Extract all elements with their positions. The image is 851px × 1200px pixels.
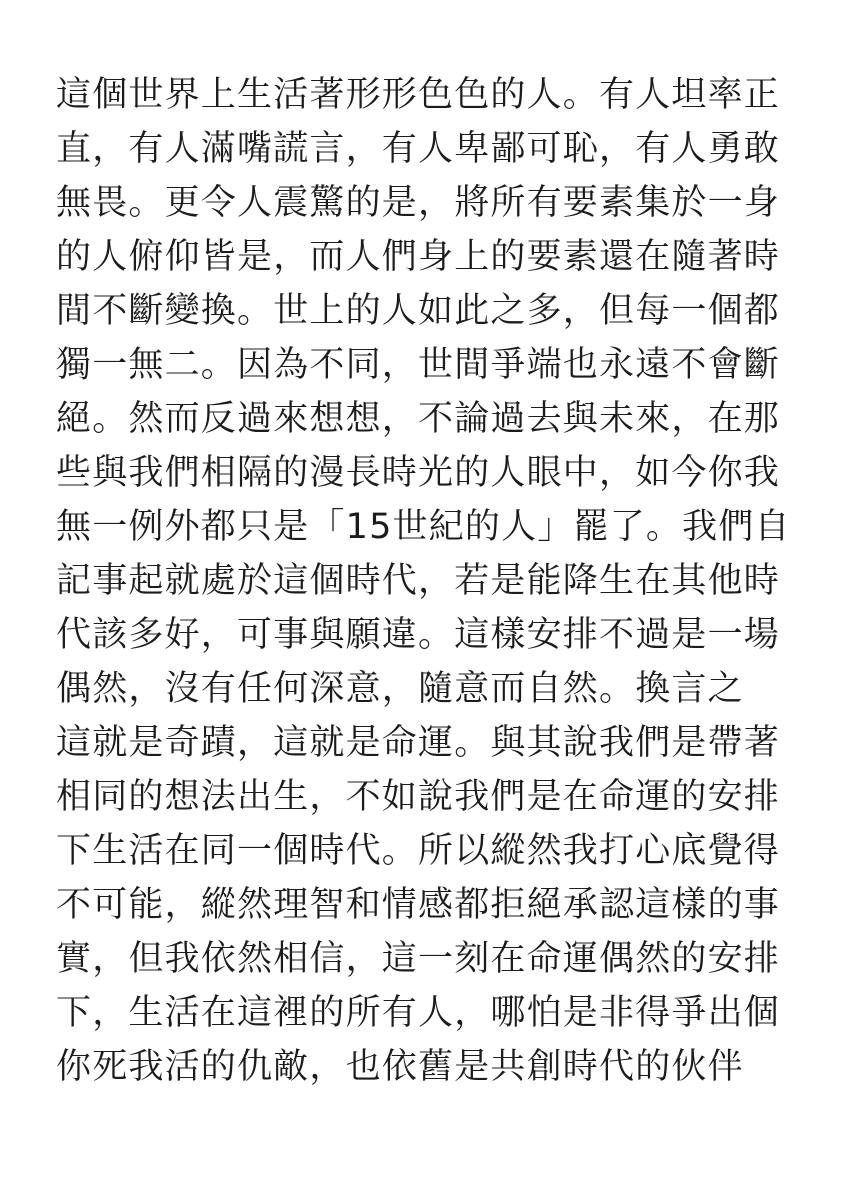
text-line: 這個世界上生活著形形色色的人。有人坦率正 bbox=[56, 75, 781, 115]
text-line: 獨一無二。因為不同，世間爭端也永遠不會斷 bbox=[56, 345, 781, 385]
text-line: 的人俯仰皆是，而人們身上的要素還在隨著時 bbox=[56, 237, 781, 277]
text-line: 無畏。更令人震驚的是，將所有要素集於一身 bbox=[56, 183, 781, 223]
text-line: 不可能，縱然理智和情感都拒絕承認這樣的事 bbox=[56, 885, 781, 925]
text-line: 無一例外都只是「15世紀的人」罷了。我們自 bbox=[56, 507, 791, 547]
text-line: 相同的想法出生，不如說我們是在命運的安排 bbox=[56, 777, 781, 817]
text-line: 偶然，沒有任何深意，隨意而自然。換言之 bbox=[56, 669, 744, 709]
text-line: 實，但我依然相信，這一刻在命運偶然的安排 bbox=[56, 939, 781, 979]
text-body bbox=[56, 68, 816, 1094]
text-line: 你死我活的仇敵，也依舊是共創時代的伙伴 bbox=[56, 1047, 744, 1087]
text-line: 記事起就處於這個時代，若是能降生在其他時 bbox=[56, 561, 781, 601]
text-line: 下，生活在這裡的所有人，哪怕是非得爭出個 bbox=[56, 993, 781, 1033]
text-line: 些與我們相隔的漫長時光的人眼中，如今你我 bbox=[56, 453, 781, 493]
text-line: 間不斷變換。世上的人如此之多，但每一個都 bbox=[56, 291, 781, 331]
text-line: 絕。然而反過來想想，不論過去與未來，在那 bbox=[56, 399, 781, 439]
text-line: 下生活在同一個時代。所以縱然我打心底覺得 bbox=[56, 831, 781, 871]
text-line: 這就是奇蹟，這就是命運。與其說我們是帶著 bbox=[56, 723, 781, 763]
text-line: 代該多好，可事與願違。這樣安排不過是一場 bbox=[56, 615, 781, 655]
text-line: 直，有人滿嘴謊言，有人卑鄙可恥，有人勇敢 bbox=[56, 129, 781, 169]
